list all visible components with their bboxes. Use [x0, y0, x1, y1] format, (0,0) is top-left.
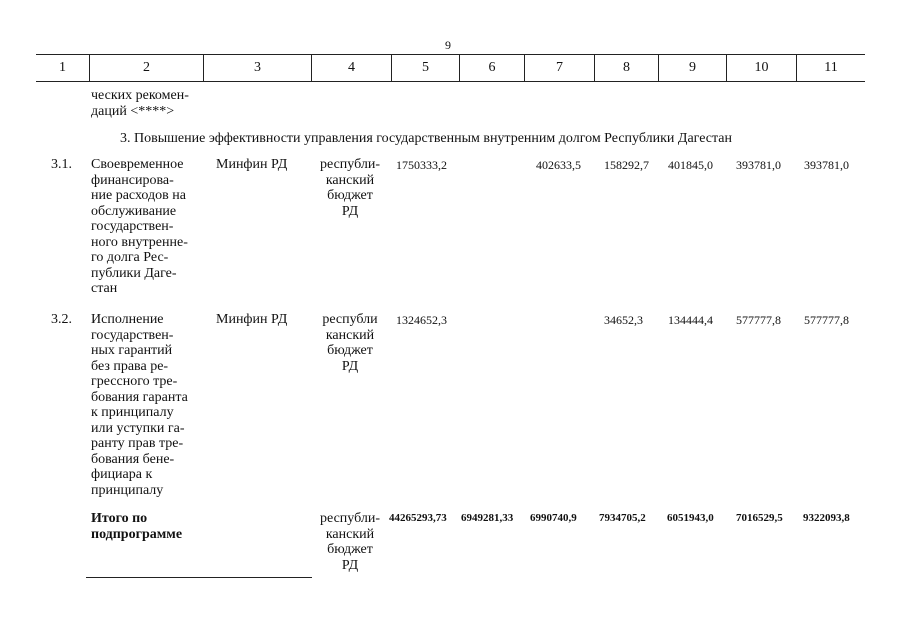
header-col-9: 9: [658, 55, 726, 81]
row-executor: Минфин РД: [216, 157, 288, 172]
row-name: Исполнение государствен- ных гарантий без права ре- грессного тре- бования гаранта к принципалу или уступки га- ранту прав тре- бования бене- фициара к принципалу: [91, 312, 188, 498]
total-label: Итого по подпрограмме: [91, 511, 183, 542]
row-value-col11: 393781,0: [804, 158, 849, 172]
row-value-col5: 1750333,2: [396, 158, 447, 172]
total-value-col9: 6051943,0: [667, 512, 714, 524]
row-value-col8: 34652,3: [604, 313, 643, 327]
row-value-col9: 401845,0: [668, 158, 713, 172]
row-value-col7: 402633,5: [536, 158, 581, 172]
row-number: 3.2.: [51, 312, 72, 327]
header-col-7: 7: [524, 55, 594, 81]
table-header: [36, 54, 865, 82]
total-source: республи- канский бюджет РД: [320, 511, 380, 573]
header-col-3: 3: [203, 55, 311, 81]
header-col-11: 11: [796, 55, 865, 81]
header-col-2: 2: [89, 55, 203, 81]
header-col-1: 1: [59, 60, 66, 75]
footnote-separator: [86, 577, 312, 578]
section-title: 3. Повышение эффективности управления государственным внутренним долгом Республики Дагестан: [120, 131, 733, 146]
total-value-col10: 7016529,5: [736, 512, 783, 524]
header-col-4: 4: [311, 55, 391, 81]
row-value-col5: 1324652,3: [396, 313, 447, 327]
total-value-col11: 9322093,8: [803, 512, 850, 524]
row-source: республи канский бюджет РД: [322, 312, 378, 374]
row-source: республи- канский бюджет РД: [320, 157, 380, 219]
row-executor: Минфин РД: [216, 312, 288, 327]
header-col-8: 8: [594, 55, 658, 81]
row-number: 3.1.: [51, 157, 72, 172]
continuation-text: ческих рекомен- даций <****>: [91, 88, 189, 119]
row-value-col11: 577777,8: [804, 313, 849, 327]
total-value-col6: 6949281,33: [461, 512, 514, 524]
row-name: Своевременное финансирова- ние расходов на обслуживание государствен- ного внутренне- го долга Рес- публики Даге- стан: [91, 157, 188, 296]
total-value-col7: 6990740,9: [530, 512, 577, 524]
header-col-10: 10: [726, 55, 796, 81]
header-col-6: 6: [459, 55, 524, 81]
page-number: 9: [445, 38, 451, 52]
total-value-col8: 7934705,2: [599, 512, 646, 524]
header-col-5: 5: [391, 55, 459, 81]
row-value-col10: 393781,0: [736, 158, 781, 172]
row-value-col10: 577777,8: [736, 313, 781, 327]
row-value-col8: 158292,7: [604, 158, 649, 172]
total-value-col5: 44265293,73: [389, 512, 447, 524]
row-value-col9: 134444,4: [668, 313, 713, 327]
